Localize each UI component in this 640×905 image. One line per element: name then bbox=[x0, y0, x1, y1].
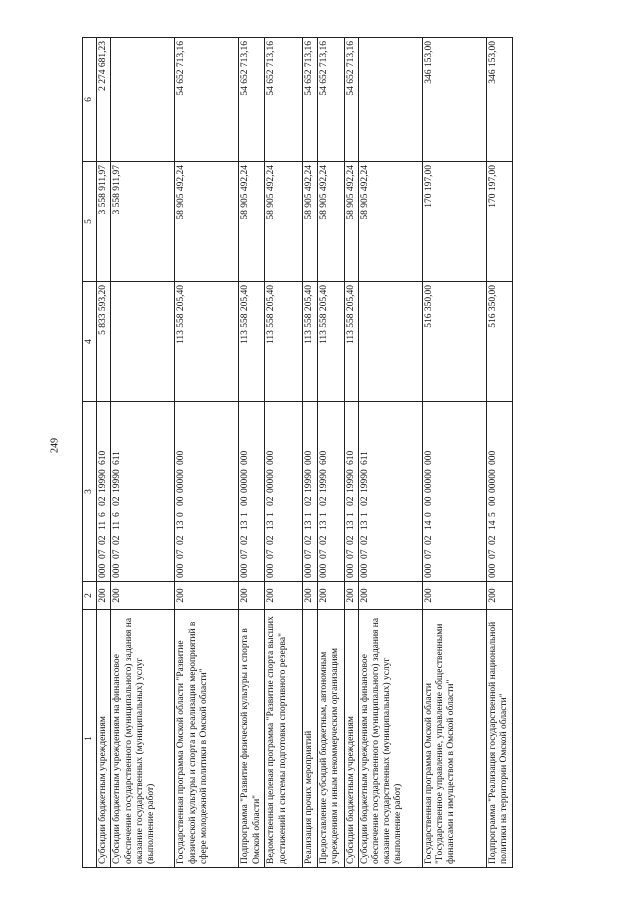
amount-cell-6: 54 652 713,16 bbox=[317, 38, 344, 162]
amount-cell-4: 113 558 205,40 bbox=[303, 282, 317, 402]
amount-cell-4: 113 558 205,40 bbox=[239, 282, 265, 402]
budget-code-part: 19990 bbox=[98, 469, 109, 493]
budget-code-part: 6 bbox=[112, 512, 123, 517]
code-admin-cell: 200 bbox=[265, 582, 303, 610]
budget-code-part: 19990 bbox=[112, 469, 123, 493]
amount-cell-6: 346 153,00 bbox=[486, 38, 512, 162]
budget-table bbox=[82, 37, 513, 868]
column-header: 3 bbox=[83, 402, 97, 582]
budget-code-part: 02 bbox=[423, 535, 434, 545]
budget-code-part: 13 bbox=[304, 520, 315, 530]
budget-code-part: 19990 bbox=[318, 469, 329, 493]
budget-code-part: 13 bbox=[318, 520, 329, 530]
budget-code-part: 02 bbox=[345, 535, 356, 545]
table-row bbox=[175, 38, 239, 868]
amount-cell-6 bbox=[358, 38, 422, 162]
budget-code-part: 000 bbox=[304, 450, 315, 465]
amount-cell-4: 516 350,00 bbox=[486, 282, 512, 402]
budget-code-part: 07 bbox=[304, 549, 315, 559]
code-admin-cell: 200 bbox=[175, 582, 239, 610]
rotated-table-container bbox=[82, 38, 628, 868]
budget-code-part: 14 bbox=[487, 520, 498, 530]
budget-code-part: 1 bbox=[318, 512, 329, 517]
amount-cell-5: 58 905 492,24 bbox=[317, 162, 344, 282]
amount-cell-4: 516 350,00 bbox=[422, 282, 486, 402]
row-name-cell: Субсидии бюджетным учреждениям на финансовое обеспечение государственного (муниципального) задания на оказание государственных (муниципальных) услуг (выполнение работ) bbox=[111, 610, 175, 868]
budget-code-part: 00000 bbox=[487, 469, 498, 493]
budget-code-part: 13 bbox=[240, 520, 251, 530]
code-admin-cell: 200 bbox=[303, 582, 317, 610]
budget-code-part: 00 bbox=[176, 496, 187, 506]
row-name-cell: Подпрограмма "Реализация государственной национальной политики на территории Омской области" bbox=[486, 610, 512, 868]
budget-code-part: 611 bbox=[112, 451, 123, 465]
budget-code-part: 07 bbox=[423, 549, 434, 559]
amount-cell-6: 54 652 713,16 bbox=[303, 38, 317, 162]
amount-cell-5: 3 558 911,97 bbox=[111, 162, 175, 282]
budget-code-part: 13 bbox=[266, 520, 277, 530]
budget-code-part: 07 bbox=[112, 549, 123, 559]
amount-cell-4 bbox=[111, 282, 175, 402]
budget-code-part: 00 bbox=[240, 496, 251, 506]
budget-code-cell bbox=[265, 402, 303, 582]
budget-code-part: 02 bbox=[359, 535, 370, 545]
budget-code-part: 19990 bbox=[345, 469, 356, 493]
amount-cell-5: 170 197,00 bbox=[486, 162, 512, 282]
budget-code-part: 000 bbox=[318, 563, 329, 578]
budget-code-part: 0 bbox=[176, 512, 187, 517]
column-header: 5 bbox=[83, 162, 97, 282]
amount-cell-6: 2 274 681,23 bbox=[97, 38, 111, 162]
column-header: 1 bbox=[83, 610, 97, 868]
budget-code-part: 000 bbox=[304, 563, 315, 578]
table-row bbox=[111, 38, 175, 868]
table-row bbox=[358, 38, 422, 868]
budget-code-part: 07 bbox=[359, 549, 370, 559]
budget-code-part: 02 bbox=[318, 496, 329, 506]
budget-code-part: 00 bbox=[487, 496, 498, 506]
budget-code-part: 1 bbox=[304, 512, 315, 517]
column-header: 2 bbox=[83, 582, 97, 610]
amount-cell-6: 54 652 713,16 bbox=[175, 38, 239, 162]
budget-code-part: 02 bbox=[112, 535, 123, 545]
row-name-cell: Реализация прочих мероприятий bbox=[303, 610, 317, 868]
amount-cell-5: 58 905 492,24 bbox=[175, 162, 239, 282]
table-row bbox=[317, 38, 344, 868]
table-row bbox=[303, 38, 317, 868]
budget-code-part: 1 bbox=[359, 512, 370, 517]
budget-code-part: 00000 bbox=[176, 469, 187, 493]
table-row bbox=[422, 38, 486, 868]
code-admin-cell: 200 bbox=[97, 582, 111, 610]
budget-code-cell bbox=[239, 402, 265, 582]
budget-code-cell bbox=[486, 402, 512, 582]
budget-code-part: 02 bbox=[487, 535, 498, 545]
column-header: 6 bbox=[83, 38, 97, 162]
budget-code-part: 00000 bbox=[423, 469, 434, 493]
budget-code-part: 13 bbox=[359, 520, 370, 530]
budget-code-part: 00000 bbox=[266, 469, 277, 493]
budget-code-part: 07 bbox=[240, 549, 251, 559]
amount-cell-5: 3 558 911,97 bbox=[97, 162, 111, 282]
budget-code-part: 02 bbox=[176, 535, 187, 545]
budget-code-part: 11 bbox=[112, 520, 123, 530]
amount-cell-5: 170 197,00 bbox=[422, 162, 486, 282]
budget-code-part: 000 bbox=[487, 563, 498, 578]
amount-cell-4: 113 558 205,40 bbox=[175, 282, 239, 402]
budget-code-part: 611 bbox=[359, 451, 370, 465]
table-row bbox=[344, 38, 358, 868]
budget-code-part: 02 bbox=[112, 496, 123, 506]
budget-code-part: 000 bbox=[176, 563, 187, 578]
amount-cell-5: 58 905 492,24 bbox=[303, 162, 317, 282]
budget-code-part: 000 bbox=[112, 563, 123, 578]
row-name-cell: Государственная программа Омской области "Развитие физической культуры и спорта и реализация мероприятий в сфере молодежной политики в Омской области" bbox=[175, 610, 239, 868]
budget-code-part: 19990 bbox=[359, 469, 370, 493]
budget-code-part: 00 bbox=[423, 496, 434, 506]
budget-code-part: 19990 bbox=[304, 469, 315, 493]
budget-code-part: 1 bbox=[345, 512, 356, 517]
budget-code-part: 13 bbox=[176, 520, 187, 530]
row-name-cell: Ведомственная целевая программа "Развитие спорта высших достижений и системы подготовки спортивного резерва" bbox=[265, 610, 303, 868]
budget-code-part: 02 bbox=[304, 496, 315, 506]
amount-cell-4: 113 558 205,40 bbox=[317, 282, 344, 402]
row-name-cell: Субсидии бюджетным учреждениям на финансовое обеспечение государственного (муниципального) задания на оказание государственных (муниципальных) услуг (выполнение работ) bbox=[358, 610, 422, 868]
code-admin-cell: 200 bbox=[344, 582, 358, 610]
budget-code-part: 02 bbox=[318, 535, 329, 545]
amount-cell-4: 113 558 205,40 bbox=[265, 282, 303, 402]
budget-code-part: 000 bbox=[266, 563, 277, 578]
budget-code-cell bbox=[97, 402, 111, 582]
budget-code-part: 07 bbox=[266, 549, 277, 559]
amount-cell-5: 58 905 492,24 bbox=[344, 162, 358, 282]
amount-cell-6: 54 652 713,16 bbox=[265, 38, 303, 162]
budget-code-cell bbox=[358, 402, 422, 582]
budget-code-part: 610 bbox=[345, 450, 356, 465]
budget-code-cell bbox=[317, 402, 344, 582]
budget-code-part: 02 bbox=[240, 535, 251, 545]
budget-code-part: 000 bbox=[423, 563, 434, 578]
budget-code-part: 000 bbox=[345, 563, 356, 578]
budget-code-part: 6 bbox=[98, 512, 109, 517]
code-admin-cell: 200 bbox=[239, 582, 265, 610]
budget-code-part: 07 bbox=[318, 549, 329, 559]
budget-code-part: 610 bbox=[98, 450, 109, 465]
budget-code-part: 1 bbox=[240, 512, 251, 517]
budget-code-part: 07 bbox=[98, 549, 109, 559]
budget-code-part: 5 bbox=[487, 512, 498, 517]
budget-code-part: 000 bbox=[176, 450, 187, 465]
code-admin-cell: 200 bbox=[422, 582, 486, 610]
budget-code-part: 02 bbox=[266, 535, 277, 545]
budget-code-part: 02 bbox=[98, 535, 109, 545]
table-header-row bbox=[83, 38, 97, 868]
table-row bbox=[97, 38, 111, 868]
amount-cell-6: 54 652 713,16 bbox=[239, 38, 265, 162]
budget-code-part: 07 bbox=[176, 549, 187, 559]
budget-code-part: 600 bbox=[318, 450, 329, 465]
amount-cell-4 bbox=[358, 282, 422, 402]
budget-code-cell bbox=[344, 402, 358, 582]
budget-code-part: 14 bbox=[423, 520, 434, 530]
budget-code-part: 13 bbox=[345, 520, 356, 530]
table-row bbox=[239, 38, 265, 868]
budget-code-part: 00000 bbox=[240, 469, 251, 493]
row-name-cell: Субсидии бюджетным учреждениям bbox=[344, 610, 358, 868]
amount-cell-6 bbox=[111, 38, 175, 162]
budget-code-cell bbox=[422, 402, 486, 582]
row-name-cell: Субсидии бюджетным учреждениям bbox=[97, 610, 111, 868]
column-header: 4 bbox=[83, 282, 97, 402]
budget-code-cell bbox=[175, 402, 239, 582]
budget-code-part: 02 bbox=[98, 496, 109, 506]
budget-code-part: 02 bbox=[345, 496, 356, 506]
budget-code-part: 000 bbox=[98, 563, 109, 578]
amount-cell-5: 58 905 492,24 bbox=[358, 162, 422, 282]
code-admin-cell: 200 bbox=[358, 582, 422, 610]
budget-code-part: 11 bbox=[98, 520, 109, 530]
budget-code-cell bbox=[303, 402, 317, 582]
budget-code-part: 1 bbox=[266, 512, 277, 517]
budget-code-part: 02 bbox=[266, 496, 277, 506]
code-admin-cell: 200 bbox=[111, 582, 175, 610]
budget-code-part: 07 bbox=[487, 549, 498, 559]
amount-cell-5: 58 905 492,24 bbox=[239, 162, 265, 282]
code-admin-cell: 200 bbox=[486, 582, 512, 610]
budget-code-cell bbox=[111, 402, 175, 582]
row-name-cell: Подпрограмма "Развитие физической культуры и спорта в Омской области" bbox=[239, 610, 265, 868]
table-row bbox=[486, 38, 512, 868]
budget-code-part: 07 bbox=[345, 549, 356, 559]
budget-code-part: 000 bbox=[359, 563, 370, 578]
code-admin-cell: 200 bbox=[317, 582, 344, 610]
budget-code-part: 02 bbox=[304, 535, 315, 545]
budget-code-part: 0 bbox=[423, 512, 434, 517]
budget-code-part: 02 bbox=[359, 496, 370, 506]
row-name-cell: Предоставление субсидий бюджетным, автономным учреждениям и иным некоммерческим организациям bbox=[317, 610, 344, 868]
budget-code-part: 000 bbox=[487, 450, 498, 465]
budget-code-part: 000 bbox=[240, 563, 251, 578]
budget-code-part: 000 bbox=[240, 450, 251, 465]
budget-code-part: 000 bbox=[266, 450, 277, 465]
page-number: 249 bbox=[49, 438, 61, 453]
row-name-cell: Государственная программа Омской области "Государственное управление, управление общественными финансами и имуществом в Омской области" bbox=[422, 610, 486, 868]
amount-cell-6: 54 652 713,16 bbox=[344, 38, 358, 162]
amount-cell-4: 113 558 205,40 bbox=[344, 282, 358, 402]
amount-cell-5: 58 905 492,24 bbox=[265, 162, 303, 282]
table-row bbox=[265, 38, 303, 868]
amount-cell-6: 346 153,00 bbox=[422, 38, 486, 162]
budget-code-part: 000 bbox=[423, 450, 434, 465]
amount-cell-4: 5 833 593,20 bbox=[97, 282, 111, 402]
